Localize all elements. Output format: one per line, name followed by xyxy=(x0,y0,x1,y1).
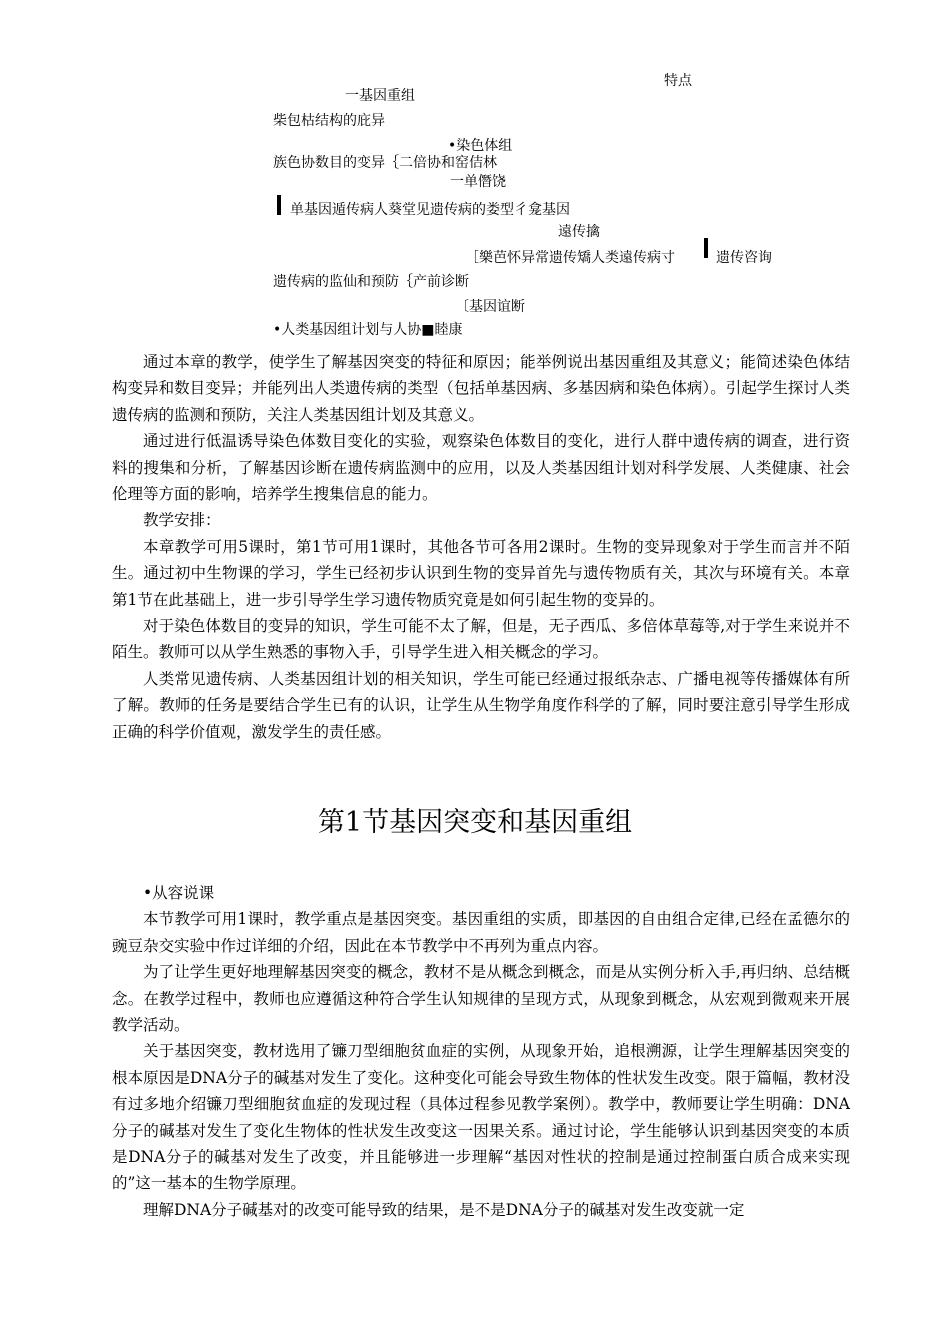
intro-paragraph: 本章教学可用5课时，第1节可用1课时，其他各节可各用2课时。生物的变异现象对于学生而言并不陌生。通过初中生物课的学习，学生已经初步认识到生物的变异首先与遗传物质有关，其次与环境有关。本章第1节在此基础上，进一步引导学生学习遗传物质究竟是如何引起生物的变异的。 xyxy=(112,537,850,609)
section-paragraph: 为了让学生更好地理解基因突变的概念，教材不是从概念到概念，而是从实例分析入手,再归纳、总结概念。在教学过程中，教师也应遵循这种符合学生认知规律的呈现方式，从现象到概念，从宏观到微观来开展教学活动。 xyxy=(112,963,850,1035)
outline-prevention: 遗传病的监仙和预防｛产前诊断 xyxy=(273,274,469,290)
outline-recombination: 一基因重组 xyxy=(345,88,415,104)
outline-bracket-bar xyxy=(277,195,281,215)
section-title: 第1节基因突变和基因重组 xyxy=(317,807,633,838)
section-paragraph: 本节教学可用1课时，教学重点是基因突变。基因重组的实质，即基因的自由组合定律,已经在孟德尔的豌豆杂交实验中作过详细的介绍，因此在本节教学中不再列为重点内容。 xyxy=(112,910,850,955)
outline-counseling: 遗传咨询 xyxy=(716,250,772,266)
outline-single-gene: 单基因遁传病人葵堂见遗传病的娄型彳龛基因 xyxy=(290,202,570,218)
intro-text xyxy=(112,349,850,745)
outline-chromosome-number: 族色协数目的变异｛二倍协和窑佶林 xyxy=(273,155,497,171)
intro-paragraph: 通过本章的教学，使学生了解基因突变的特征和原因；能举例说出基因重组及其意义；能简述染色体结构变异和数目变异；并能列出人类遗传病的类型（包括单基因病、多基因病和染色体病）。引起学生探讨人类遗传病的监测和预防，关注人类基因组计划及其意义。 xyxy=(112,353,850,424)
outline-disease-label: 遠传擒 xyxy=(558,224,600,240)
section-paragraph: •从容说课 xyxy=(143,884,215,902)
section-paragraph: 关于基因突变，教材选用了镰刀型细胞贫血症的实例，从现象开始，追根溯源，让学生理解基因突变的根本原因是DNA分子的碱基对发生了变化。这种变化可能会导致生物体的性状发生改变。限于篇幅，教材没有过多地介绍镰刀型细胞贫血症的发现过程（具体过程参见教学案例）。教学中，教师要让学生明确：DNA分子的碱基对发生了变化生物体的性状发生改变这一因果关系。通过讨论，学生能够认识到基因突变的本质是DNA分子的碱基对发生了改变，并且能够进一步理解“基因对性状的控制是通过控制蛋白质合成来实现的”这一基本的生物学原理。 xyxy=(112,1042,850,1193)
outline-genome-project: •人类基因组计划与人协■睦康 xyxy=(273,322,463,338)
section-text xyxy=(112,880,850,1223)
outline-monoploid: 一单僭饶 xyxy=(450,174,506,190)
outline-gene-diagnosis: 〔基因谊断 xyxy=(455,299,525,315)
intro-paragraph: 教学安排： xyxy=(143,511,221,530)
outline-chromosomal-disease: ［樂芭怀异常遗传矯人类遠传病寸 xyxy=(465,250,675,266)
section-paragraph: 理解DNA分子碱基对的改变可能导致的结果，是不是DNA分子的碱基对发生改变就一定 xyxy=(143,1200,745,1219)
outline-chromosome-structure: 柴包枯结构的庇异 xyxy=(273,113,385,129)
outline-bracket-bar-2 xyxy=(704,238,708,258)
intro-paragraph: 人类常见遗传病、人类基因组计划的相关知识，学生可能已经通过报纸杂志、广播电视等传播媒体有所了解。教师的任务是要结合学生已有的认识，让学生从生物学角度作科学的了解，同时要注意引导学生形成正确的科学价值观，激发学生的责任感。 xyxy=(112,669,850,741)
outline-genome: •染色体组 xyxy=(448,138,513,154)
intro-paragraph: 通过进行低温诱导染色体数目变化的实验，观察染色体数目的变化，进行人群中遗传病的调查，进行资料的搜集和分析，了解基因诊断在遗传病监测中的应用，以及人类基因组计划对科学发展、人类健康、社会伦理等方面的影响，培养学生搜集信息的能力。 xyxy=(112,432,850,504)
outline-features-label: 特点 xyxy=(664,73,692,89)
intro-paragraph: 对于染色体数目的变异的知识，学生可能不太了解，但是，无子西瓜、多倍体草莓等,对于学生来说并不陌生。教师可以从学生熟悉的事物入手，引导学生进入相关概念的学习。 xyxy=(112,617,850,662)
